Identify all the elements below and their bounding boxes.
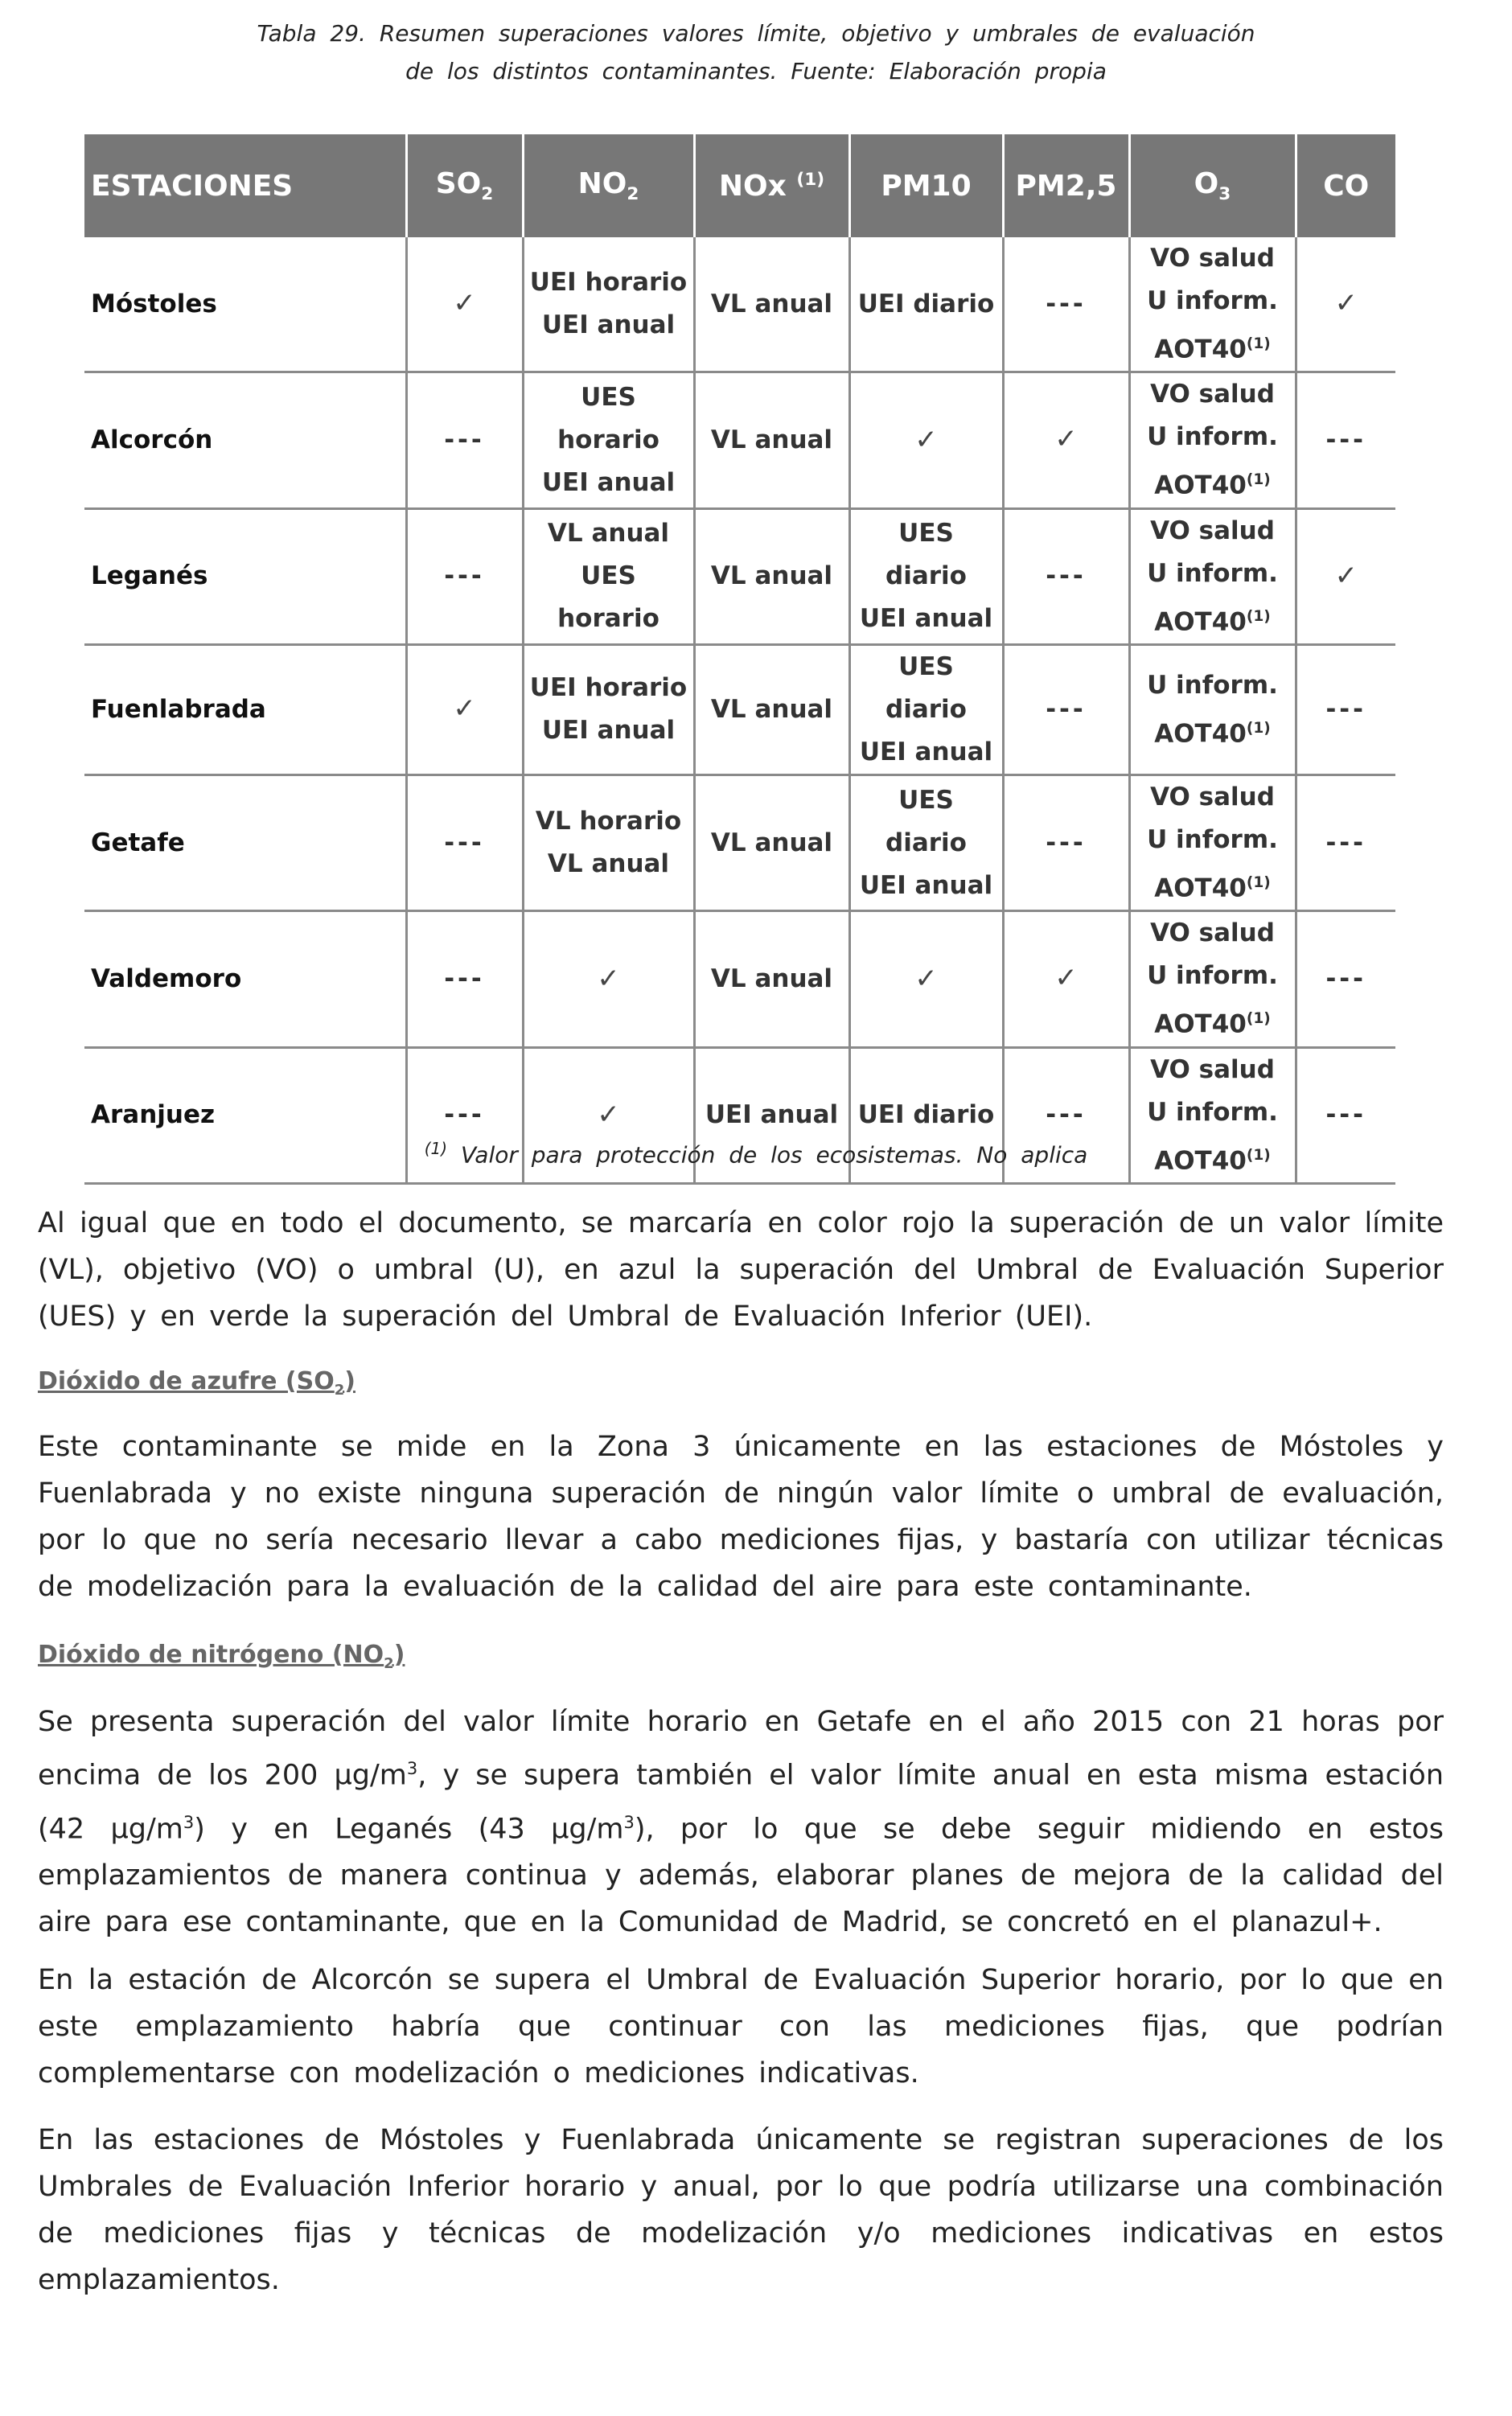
header-no2: $NO_2$ (523, 134, 694, 237)
cell-co (1296, 372, 1395, 508)
cell-line: U inform. (1147, 670, 1278, 700)
cell-line: ✓ (597, 962, 620, 995)
cell-o3 (1129, 237, 1296, 372)
cell-pm10 (849, 237, 1003, 372)
cell-line: UEI anual (541, 310, 676, 340)
footnote-mark: (1) (424, 1139, 448, 1158)
cell-nox (694, 775, 849, 910)
cell-value: --- (1325, 1100, 1367, 1130)
cell-so2 (406, 508, 523, 644)
cell-value: --- (444, 828, 485, 857)
no2-paragraph: Se presenta superación del valor límite horario en Getafe en el año 2015 con 21 horas por encima de los 200 $\mu g/m^3$, y se supera también el valor límite anual en esta misma estación (42 $\mu g/m^3$) y en Leganés (43 $\mu g/m^3$), por lo que se debe seguir midiendo en estos emplazamientos de manera continua y además, elaborar planes de mejora de la calidad del aire para ese contaminante, que en la Comunidad de Madrid, se concretó en el planazul+. (38, 1706, 1444, 1939)
station-name (84, 775, 406, 910)
cell-value: --- (1046, 694, 1087, 724)
cell-nox (694, 372, 849, 508)
table-caption (0, 14, 1512, 90)
cell-value: --- (1046, 561, 1087, 591)
cell-nox (694, 911, 849, 1047)
cell-line: UES diario (885, 519, 967, 591)
cell-line: VO salud (1150, 782, 1275, 811)
header-so2: $SO_2$ (406, 134, 523, 237)
cell-value: Valdemoro (91, 964, 242, 993)
cell-value: VL anual (710, 289, 833, 318)
caption-line-1: Tabla 29. Resumen superaciones valores límite, objetivo y umbrales de evaluación (257, 20, 1255, 47)
cell-no2 (523, 508, 694, 644)
cell-value: ✓ (1334, 559, 1358, 592)
cell-value: --- (1325, 828, 1367, 857)
table-row (84, 372, 1395, 508)
cell-line: VO salud (1150, 1054, 1275, 1084)
table-row (84, 508, 1395, 644)
cell-line: ✓ (597, 1099, 620, 1132)
table-row (84, 775, 1395, 910)
table-row (84, 644, 1395, 775)
cell-pm25 (1003, 508, 1129, 644)
so2-paragraph: Este contaminante se mide en la Zona 3 únicamente en las estaciones de Móstoles y Fuenlabrada y no existe ninguna superación de ningún valor límite o umbral de evaluación, por lo que no sería necesario llevar a cabo mediciones fijas, y bastaría con utilizar técnicas de modelización para la evaluación de la calidad del aire para este contaminante. (38, 1431, 1444, 1603)
cell-line: UEI anual (541, 467, 676, 497)
cell-value: VL anual (710, 694, 833, 724)
cell-value: ✓ (453, 287, 476, 320)
cell-pm25 (1003, 372, 1129, 508)
cell-value: --- (444, 964, 485, 993)
heading-so2: Dióxido de azufre $(SO_2)$ (38, 1367, 355, 1399)
cell-value: --- (444, 1100, 485, 1130)
cell-nox (694, 237, 849, 372)
cell-line: UES diario (885, 651, 967, 724)
cell-line: VO salud (1150, 516, 1275, 545)
cell-line: ✓ (914, 423, 938, 456)
cell-value: Móstoles (91, 289, 217, 318)
cell-nox (694, 508, 849, 644)
header-nox: NOx $^{(1)}$ (694, 134, 849, 237)
cell-no2 (523, 237, 694, 372)
cell-o3 (1129, 508, 1296, 644)
cell-so2 (406, 911, 523, 1047)
cell-line: U inform. (1147, 558, 1278, 588)
cell-no2 (523, 644, 694, 775)
station-name (84, 911, 406, 1047)
mostoles-paragraph: En las estaciones de Móstoles y Fuenlabrada únicamente se registran superaciones de los Umbrales de Evaluación Inferior horario y anual, por lo que podría utilizarse una combinación de mediciones fijas y técnicas de modelización y/o mediciones indicativas en estos emplazamientos. (38, 2124, 1444, 2296)
aot-footnote-mark: (1) (1246, 471, 1271, 489)
header-pm10: PM10 (849, 134, 1003, 237)
cell-pm25 (1003, 911, 1129, 1047)
cell-line: AOT40$^{(1)}$ (1154, 470, 1271, 500)
station-name (84, 372, 406, 508)
cell-no2 (523, 911, 694, 1047)
intro-paragraph: Al igual que en todo el documento, se marcaría en color rojo la superación de un valor límite (VL), objetivo (VO) o umbral (U), en azul la superación del Umbral de Evaluación Superior (UES) y en verde la superación del Umbral de Evaluación Inferior (UEI). (38, 1207, 1444, 1333)
cell-line: AOT40$^{(1)}$ (1154, 719, 1271, 749)
caption-line-2: de los distintos contaminantes. Fuente: Elaboración propia (405, 58, 1107, 84)
cell-line: UEI anual (859, 870, 993, 900)
cell-line: VL horario (535, 807, 682, 836)
summary-table (84, 134, 1395, 1185)
cell-value: Fuenlabrada (91, 694, 266, 724)
station-name (84, 508, 406, 644)
cell-o3 (1129, 911, 1296, 1047)
cell-so2 (406, 644, 523, 775)
cell-line: AOT40$^{(1)}$ (1154, 335, 1271, 364)
station-name (84, 237, 406, 372)
cell-line: UEI horario (529, 673, 688, 703)
cell-pm25 (1003, 775, 1129, 910)
cell-co (1296, 911, 1395, 1047)
footnote-text: Valor para protección de los ecosistemas. No aplica (460, 1141, 1088, 1169)
cell-value: --- (444, 561, 485, 591)
table-row (84, 237, 1395, 372)
cell-value: VL anual (710, 561, 833, 591)
cell-value: Getafe (91, 828, 185, 857)
cell-value: --- (1325, 425, 1367, 454)
cell-co (1296, 644, 1395, 775)
cell-line: UES diario (885, 785, 967, 857)
cell-line: U inform. (1147, 422, 1278, 452)
aot-footnote-mark: (1) (1246, 1146, 1271, 1164)
cell-co (1296, 508, 1395, 644)
cell-value: Aranjuez (91, 1100, 216, 1130)
cell-no2 (523, 775, 694, 910)
cell-pm10 (849, 372, 1003, 508)
aot-footnote-mark: (1) (1246, 1010, 1271, 1028)
cell-o3 (1129, 644, 1296, 775)
table-row (84, 911, 1395, 1047)
cell-value: Alcorcón (91, 425, 213, 454)
cell-so2 (406, 237, 523, 372)
cell-line: AOT40$^{(1)}$ (1154, 1145, 1271, 1175)
cell-line: UEI anual (859, 604, 993, 634)
cell-line: U inform. (1147, 961, 1278, 991)
cell-value: ✓ (1334, 287, 1358, 320)
header-co: CO (1296, 134, 1395, 237)
cell-line: ✓ (914, 962, 938, 995)
cell-value: Leganés (91, 561, 208, 591)
cell-line: UEI diario (857, 289, 995, 318)
cell-value: ✓ (1054, 962, 1078, 995)
cell-line: UEI anual (859, 737, 993, 766)
cell-line: UEI anual (541, 716, 676, 746)
station-name (84, 644, 406, 775)
aot-footnote-mark: (1) (1246, 873, 1271, 891)
cell-value: --- (1046, 1100, 1087, 1130)
cell-line: UES horario (557, 561, 659, 634)
header-o3: $O_3$ (1129, 134, 1296, 237)
cell-value: --- (1325, 694, 1367, 724)
cell-line: UEI diario (857, 1100, 995, 1130)
cell-pm10 (849, 644, 1003, 775)
cell-co (1296, 237, 1395, 372)
cell-value: VL anual (710, 964, 833, 993)
header-stations: ESTACIONES (84, 134, 406, 237)
table-header-row (84, 134, 1395, 237)
cell-line: AOT40$^{(1)}$ (1154, 606, 1271, 636)
table-footnote (0, 1139, 1512, 1168)
cell-value: ✓ (1054, 423, 1078, 456)
cell-line: U inform. (1147, 1097, 1278, 1127)
cell-so2 (406, 775, 523, 910)
aot-footnote-mark: (1) (1246, 719, 1271, 737)
cell-value: --- (1046, 289, 1087, 318)
cell-pm10 (849, 508, 1003, 644)
cell-line: U inform. (1147, 824, 1278, 854)
aot-footnote-mark: (1) (1246, 607, 1271, 625)
cell-line: VO salud (1150, 918, 1275, 948)
cell-o3 (1129, 372, 1296, 508)
cell-value: --- (444, 425, 485, 454)
cell-line: UES horario (557, 382, 659, 454)
cell-pm10 (849, 775, 1003, 910)
cell-pm10 (849, 911, 1003, 1047)
cell-co (1296, 775, 1395, 910)
cell-line: AOT40$^{(1)}$ (1154, 873, 1271, 903)
cell-line: VO salud (1150, 380, 1275, 409)
cell-pm25 (1003, 644, 1129, 775)
table-body (84, 237, 1395, 1183)
cell-line: U inform. (1147, 286, 1278, 315)
cell-pm25 (1003, 237, 1129, 372)
cell-line: VL anual (547, 519, 670, 549)
aot-footnote-mark: (1) (1246, 335, 1271, 352)
cell-value: ✓ (453, 692, 476, 725)
header-pm25: PM2,5 (1003, 134, 1129, 237)
cell-line: UEI horario (529, 268, 688, 298)
cell-so2 (406, 372, 523, 508)
cell-line: VL anual (547, 849, 670, 879)
cell-value: --- (1046, 828, 1087, 857)
cell-no2 (523, 372, 694, 508)
cell-value: UEI anual (705, 1100, 839, 1130)
heading-no2: Dióxido de nitrógeno $(NO_2)$ (38, 1641, 405, 1672)
alcorcon-paragraph: En la estación de Alcorcón se supera el Umbral de Evaluación Superior horario, por lo que en este emplazamiento habría que continuar con las mediciones fijas, que podrían complementarse con modelización o mediciones indicativas. (38, 1964, 1444, 2089)
cell-line: AOT40$^{(1)}$ (1154, 1009, 1271, 1039)
cell-line: VO salud (1150, 244, 1275, 273)
cell-o3 (1129, 775, 1296, 910)
cell-value: VL anual (710, 828, 833, 857)
cell-value: --- (1325, 964, 1367, 993)
cell-value: VL anual (710, 425, 833, 454)
cell-nox (694, 644, 849, 775)
